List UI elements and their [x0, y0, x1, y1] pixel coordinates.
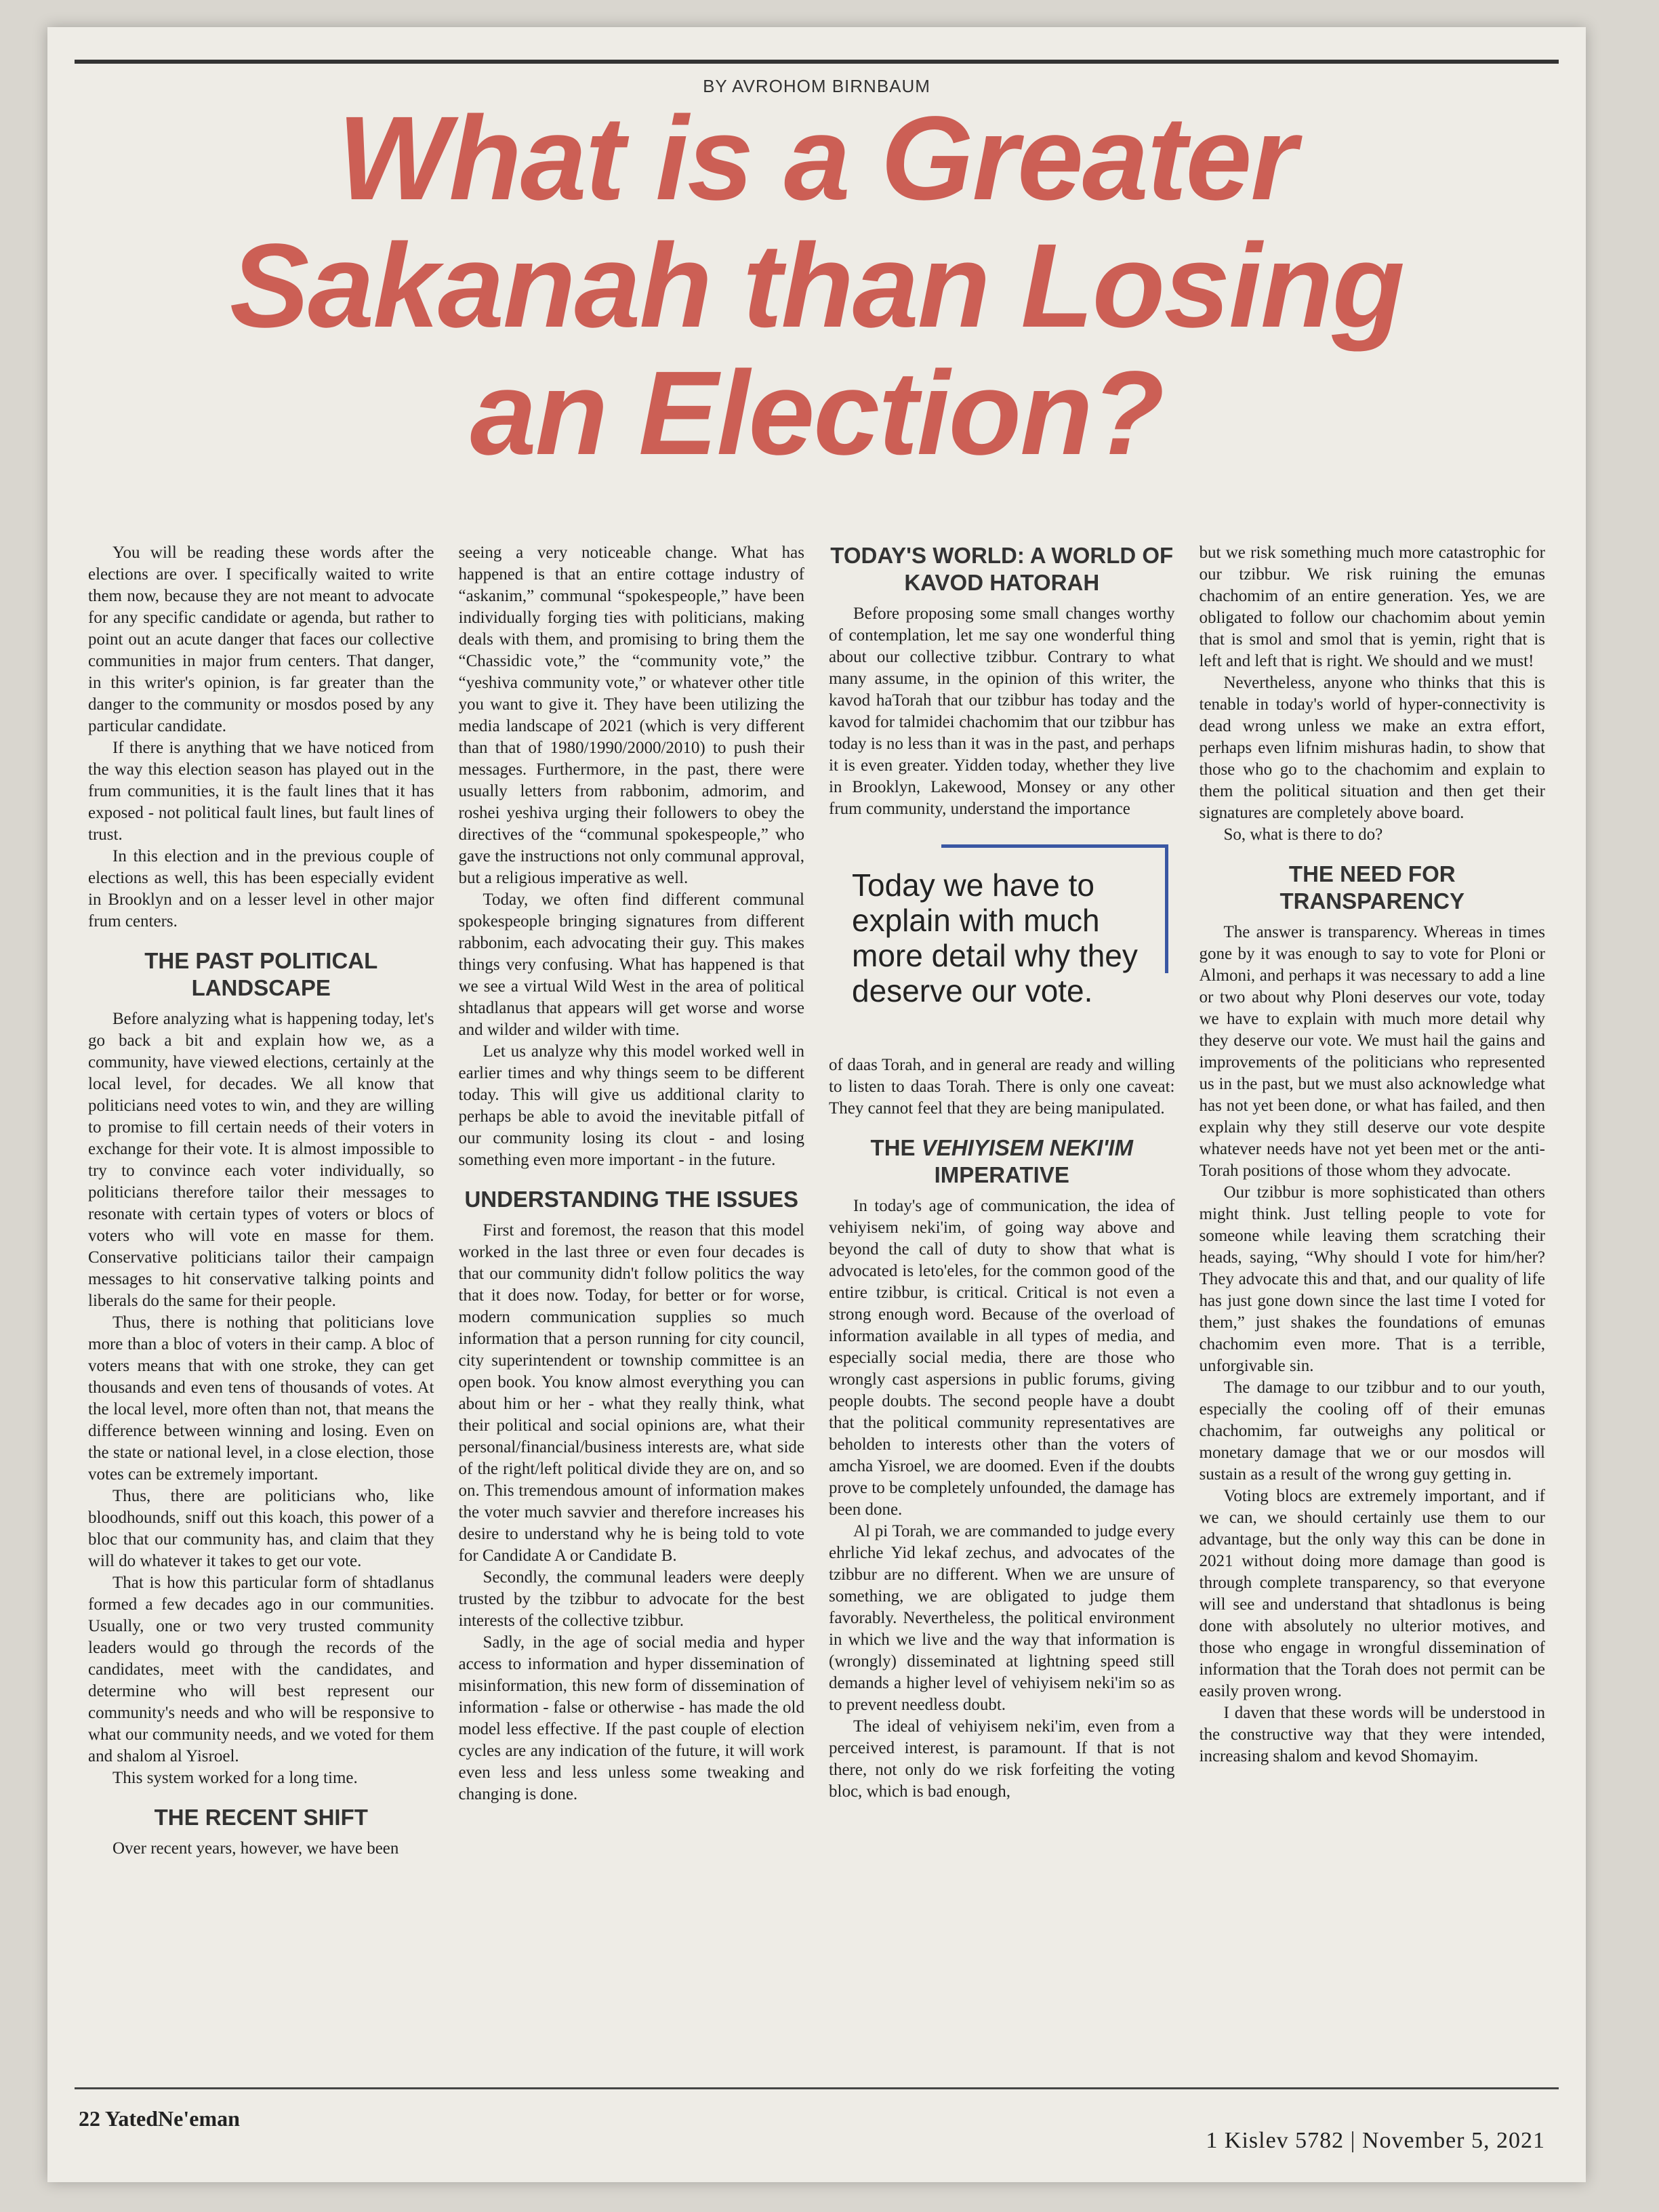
paragraph: First and foremost, the reason that this model worked in the last three or even four decades is that our community didn't follow politics the way that it does now. Today, for better or for worse, modern communication supplies so much information that a person running for city council, city superintendent or township committee is an open book. You know almost everything you can about him or her - what they really think, what their political and social opinions are, what their personal/financial/business interests are, what side of the right/left political divide they are on, and so on. This tremendous amount of information makes the voter much savvier and therefore increases his desire to understand why he is being told to vote for Candidate A or Candidate B.	[458, 1221, 804, 1565]
paragraph: but we risk something much more catastrophic for our tzibbur. We risk ruining the emunas chachomim of an entire generation. Yes, we are obligated to follow our chachomim about yemin that is smol and smol that is yemin, right that is left and left that is right. We should and we must!	[1199, 544, 1545, 670]
pull-quote	[836, 844, 1168, 1022]
subhead-understanding-issues: UNDERSTANDING THE ISSUES	[464, 1187, 799, 1212]
paragraph: Secondly, the communal leaders were deeply trusted by the tzibbur to advocate for the best interests of the collective tzibbur.	[458, 1568, 804, 1630]
paragraph: The damage to our tzibbur and to our youth, especially the cooling off of their emunas chachomim, far outweighs any political or monetary damage that we or our mosdos will sustain as a result of the wrong guy getting in.	[1199, 1378, 1545, 1483]
paragraph: Sadly, in the age of social media and hyper access to information and hyper dissemination of misinformation, this new form of dissemination of information - false or otherwise - has made the old model less effective. If the past couple of election cycles are any indication of the future, it will work even less and less unless some tweaking and changing is done.	[458, 1633, 804, 1803]
paragraph: The ideal of vehiyisem neki'im, even from a perceived interest, is paramount. If that is not there, not only do we risk forfeiting the voting bloc, which is bad enough,	[829, 1717, 1175, 1801]
subhead-need-for-transparency: THE NEED FOR TRANSPARENCY	[1279, 861, 1465, 914]
paragraph: Thus, there are politicians who, like bloodhounds, sniff out this koach, this power of a bloc that our community has, and claim that they will do whatever it takes to get our vote.	[88, 1487, 434, 1570]
paragraph: In today's age of communication, the idea of vehiyisem neki'im, of going way above and beyond the call of duty to show that what is advocated is leto'eles, for the common good of the entire tzibbur, is critical. Critical is not even a strong enough word. Because of the overload of information available in all types of media, and especially social media, there are those who wrongly cast aspersions in public forums, giving people doubts. The second people have a doubt that the political community representatives are beholden to interests other than the voters of amcha Yisroel, we are doomed. Even if the doubts prove to be completely unfounded, the damage has been done.	[829, 1197, 1175, 1519]
subhead-italic-term: VEHIYISEM NEKI'IM	[921, 1135, 1133, 1160]
paragraph: That is how this particular form of shtadlanus formed a few decades ago in our communities. Usually, one or two very trusted community leaders would go through the records of the candidates, meet with the candidates, and determine who will best represent our community's needs and who will be responsive to what our community needs, and we voted for them and shalom al Yisroel.	[88, 1574, 434, 1765]
pull-quote-text: Today we have to explain with much more detail why they deserve our vote.	[852, 867, 1138, 1008]
paragraph: Today, we often find different communal spokespeople bringing signatures from different rabbonim, each advocating their guy. This makes things very confusing. What has happened is that we see a virtual Wild West in the area of political shtadlanus that appears will get worse and worse and wilder and wilder with time.	[458, 890, 804, 1039]
column-3	[829, 542, 1175, 2074]
paragraph: If there is anything that we have noticed from the way this election season has played out in the frum communities, it is the fault lines that it has exposed - not political fault lines, but fault lines of trust.	[88, 739, 434, 844]
article-columns	[88, 542, 1545, 2074]
paragraph: of daas Torah, and in general are ready and willing to listen to daas Torah. There is only one caveat: They cannot feel that they are being manipulated.	[829, 1056, 1175, 1118]
top-rule	[75, 60, 1559, 64]
paragraph: Nevertheless, anyone who thinks that this is tenable in today's world of hyper-connectivity is dead wrong unless we make an extra effort, perhaps even lifnim mishuras hadin, to show that those who go to the chachomim and explain to them the political situation and then get their signatures are completely above board.	[1199, 674, 1545, 822]
paragraph: The answer is transparency. Whereas in times gone by it was enough to say to vote for Ploni or Almoni, and perhaps it was necessary to add a line or two about why Ploni deserves our vote, today we have to explain with much more detail why they deserve our vote. We must hail the gains and improvements of the politicians who represented us in the past, but we must also acknowledge what has not yet been done, or what has failed, and then explain why they still deserve our vote despite whatever needs have not yet been met or the anti-Torah positions of those whom they advocate.	[1199, 923, 1545, 1180]
paragraph: Over recent years, however, we have been	[112, 1839, 399, 1858]
paragraph: Before analyzing what is happening today, let's go back a bit and explain how we, as a community, have viewed elections, certainly at the local level, for decades. We all know that politicians need votes to win, and they are willing to promise to fill certain needs of their voters in exchange for their vote. It is almost impossible to try to convince each voter individually, so politicians therefore tailor their messages to resonate with certain types of voters or blocs of voters who will vote en masse for them. Conservative politicians tailor their campaign messages to hit conservative talking points and liberals do the same for their people.	[88, 1010, 434, 1310]
paragraph: Before proposing some small changes worthy of contemplation, let me say one wonderful thing about our collective tzibbur. Contrary to what many assume, in the opinion of this writer, the kavod haTorah that our tzibbur has today and the kavod for talmidei chachomim that our tzibbur has today is no less than it was in the past, and perhaps it is even greater. Yidden today, whether they live in Brooklyn, Lakewood, Monsey or any other frum community, understand the importance	[829, 605, 1175, 818]
paragraph: In this election and in the previous couple of elections as well, this has been especially evident in Brooklyn and on a lesser level in other major frum centers.	[88, 847, 434, 930]
column-1	[88, 542, 434, 2074]
paragraph: Let us analyze why this model worked well in earlier times and why things seem to be different today. This will give us additional clarity to perhaps be able to avoid the inevitable pitfall of our community losing its clout - and losing something even more important - in the future.	[458, 1042, 804, 1169]
subhead-past-political-landscape: THE PAST POLITICAL LANDSCAPE	[144, 948, 378, 1000]
paragraph: So, what is there to do?	[1223, 825, 1383, 844]
issue-date: 1 Kislev 5782 | November 5, 2021	[1206, 2128, 1545, 2153]
paragraph: Thus, there is nothing that politicians love more than a bloc of voters in their camp. A bloc of voters means that with one stroke, they can get thousands and even tens of thousands of votes. At the local level, more often than not, that means the difference between winning and losing. Even on the state or national level, in a close election, those votes can be extremely important.	[88, 1313, 434, 1483]
column-4	[1200, 542, 1546, 2074]
paragraph: Al pi Torah, we are commanded to judge every ehrliche Yid lekaf zechus, and advocates of the tzibbur are no different. When we are unsure of something, we are obligated to judge them favorably. Nevertheless, the political environment in which we live and the way that information is (wrongly) disseminated at lightning speed still demands a higher level of vehiyisem neki'im so as to prevent needless doubt.	[829, 1522, 1175, 1714]
paragraph: I daven that these words will be understood in the constructive way that they were intended, increasing shalom and kevod Shomayim.	[1199, 1704, 1545, 1765]
headline	[88, 92, 1545, 480]
subhead-recent-shift: THE RECENT SHIFT	[154, 1805, 368, 1830]
paragraph: You will be reading these words after the elections are over. I specifically waited to write them now, because they are not meant to advocate for any specific candidate or agenda, but rather to point out an acute danger that faces our collective communities in major frum centers. That danger, in this writer's opinion, is far greater than the danger to the community or mosdos posed by any particular candidate.	[88, 544, 434, 735]
pull-quote-rule	[941, 844, 1168, 973]
paragraph: seeing a very noticeable change. What has happened is that an entire cottage industry of “askanim,” communal “spokespeople,” have been individually forging ties with politicians, making deals with them, and promising to bring them the “Chassidic vote,” the “community vote,” the “yeshiva community vote,” or whatever other title you want to give it. They have been utilizing the media landscape of 2021 (which is very different than that of 1980/1990/2000/2010) to push their messages. Furthermore, in the past, there were usually letters from rabbonim, admorim, and roshei yeshiva urging their followers to obey the directives of the “communal spokespeople,” who gave the instructions not only communal approval, but a religious imperative as well.	[458, 544, 804, 887]
subhead-todays-world: TODAY'S WORLD: A WORLD OF KAVOD HATORAH	[830, 543, 1174, 595]
paragraph: This system worked for a long time.	[112, 1769, 358, 1787]
paragraph: Our tzibbur is more sophisticated than others might think. Just telling people to vote for someone while leaving them scratching their heads, saying, “Why should I vote for him/her? They advocate this and that, and our quality of life has just gone down since the last time I voted for them,” just shakes the foundations of emunas chachomim even more. That is a terrible, unforgivable sin.	[1199, 1183, 1545, 1375]
newspaper-page	[47, 27, 1586, 2182]
byline: BY AVROHOM BIRNBAUM	[703, 76, 930, 96]
headline-line-1: What is a Greater	[337, 92, 1296, 225]
paragraph: Voting blocs are extremely important, and if we can, we should certainly use them to our advantage, but the only way this can be done in 2021 without doing more damage than good is through complete transparency, so that everyone will see and understand that shtadlonus is being done with absolutely no ulterior motives, and those who engage in wrongful dissemination of information that the Torah does not permit can be easily proven wrong.	[1199, 1487, 1545, 1700]
page-number-masthead: 22 YatedNe'eman	[79, 2106, 240, 2131]
column-2	[459, 542, 805, 2074]
footer-rule	[75, 2087, 1559, 2089]
subhead-vehiyisem-imperative: THE VEHIYISEM NEKI'IM IMPERATIVE	[870, 1135, 1133, 1187]
headline-line-3: an Election?	[470, 347, 1164, 480]
headline-line-2: Sakanah than Losing	[229, 220, 1404, 352]
